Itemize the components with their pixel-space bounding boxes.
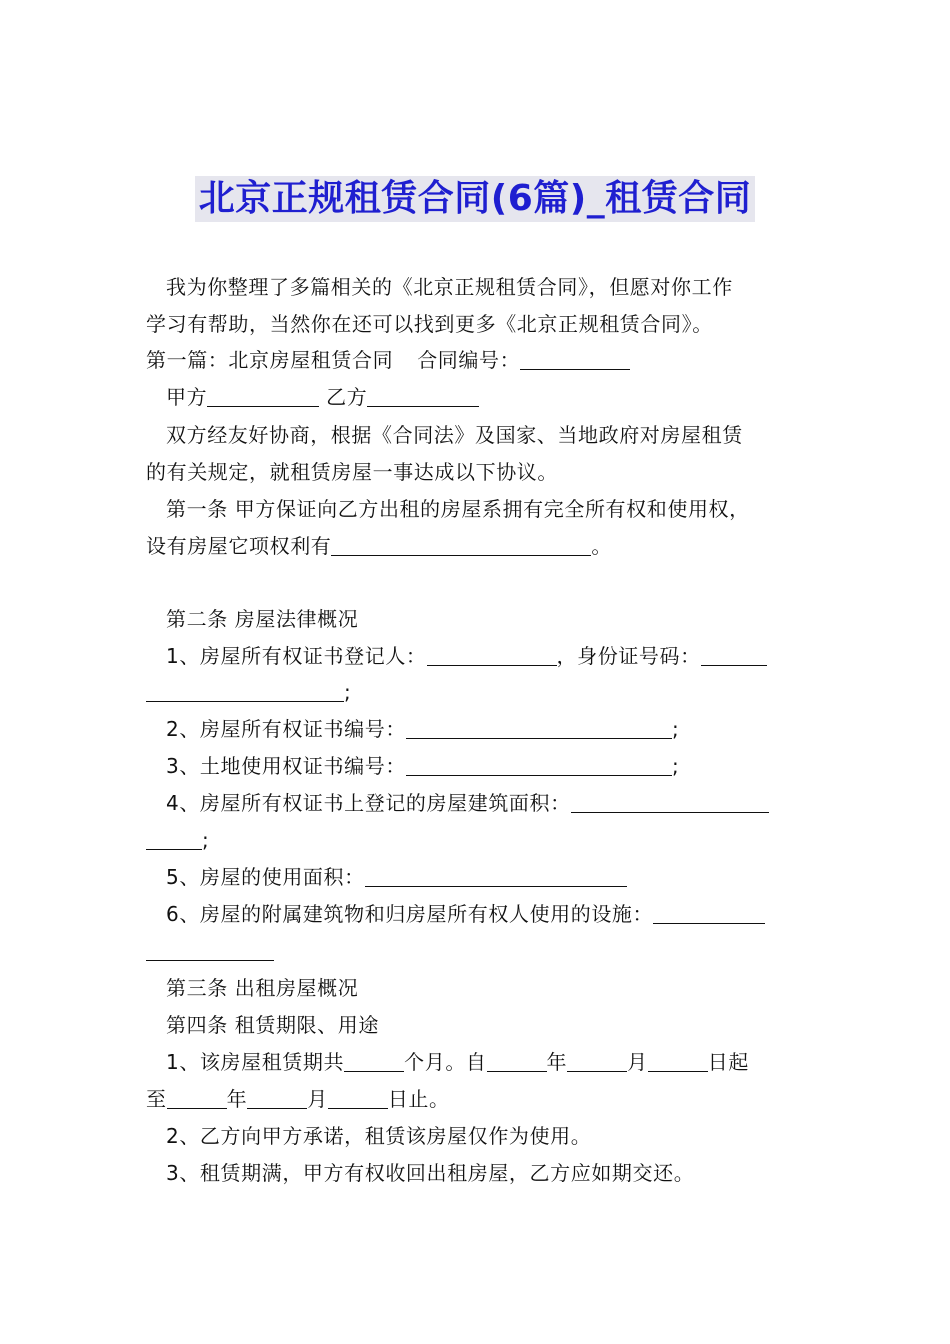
start-year-blank — [487, 1051, 547, 1072]
party-a-blank — [207, 386, 319, 407]
item2-5-line — [166, 862, 830, 892]
item2-6-cont-line — [146, 936, 810, 966]
article1-text: 设有房屋它项权利有 — [146, 534, 332, 558]
party-b-blank — [367, 386, 479, 407]
article1-end: 。 — [591, 534, 613, 558]
semicolon-1: ; — [344, 680, 352, 704]
item2-1-label: 1、房屋所有权证书登记人： — [166, 644, 427, 668]
party-a-label: 甲方 — [166, 385, 208, 409]
facilities-blank-b — [146, 940, 274, 961]
end-month-blank — [247, 1088, 307, 1109]
item2-2-line — [166, 714, 830, 744]
building-area-blank-b — [146, 829, 202, 850]
item2-1-line — [166, 641, 830, 671]
item4-1-label: 1、该房屋租赁期共 — [166, 1050, 345, 1074]
item2-6-line — [166, 899, 830, 929]
facilities-blank-a — [653, 903, 765, 924]
end-year-blank — [167, 1088, 227, 1109]
id-number-blank-a — [701, 645, 767, 666]
item2-4-cont-line — [146, 825, 810, 855]
start-month-blank — [567, 1051, 627, 1072]
start-month-unit: 月 — [627, 1050, 648, 1074]
item2-2-label: 2、房屋所有权证书编号： — [166, 717, 406, 741]
end-day-unit: 日止。 — [387, 1087, 450, 1111]
party-b-label: 乙方 — [326, 385, 368, 409]
item2-6-label: 6、房屋的附属建筑物和归房屋所有权人使用的设施： — [166, 902, 654, 926]
intro-paragraph-line-1: 我为你整理了多篇相关的《北京正规租赁合同》，但愿对你工作 — [166, 275, 733, 299]
contract-no-blank — [520, 349, 630, 370]
end-month-unit: 月 — [307, 1087, 328, 1111]
article3-heading: 第三条 出租房屋概况 — [166, 976, 359, 1000]
item4-3-line: 3、租赁期满，甲方有权收回出租房屋，乙方应如期交还。 — [166, 1161, 695, 1185]
parties-line — [166, 382, 830, 412]
id-number-label: ，身份证号码： — [556, 644, 701, 668]
item2-4-label: 4、房屋所有权证书上登记的房屋建筑面积： — [166, 791, 571, 815]
month-count-unit: 个月。自 — [404, 1050, 487, 1074]
semicolon-4: ; — [202, 828, 210, 852]
intro-paragraph-line-2: 学习有帮助，当然你在还可以找到更多《北京正规租赁合同》。 — [146, 312, 713, 336]
contract-no-label: 合同编号： — [417, 348, 521, 372]
article4-heading: 第四条 租赁期限、用途 — [166, 1013, 379, 1037]
article1-line-1: 第一条 甲方保证向乙方出租的房屋系拥有完全所有权和使用权， — [166, 497, 750, 521]
certificate-no-blank — [406, 718, 672, 739]
item2-1-cont-line — [146, 677, 810, 707]
semicolon-3: ; — [671, 754, 680, 778]
start-day-unit: 日起 — [707, 1050, 749, 1074]
agreement-line-2: 的有关规定，就租赁房屋一事达成以下协议。 — [146, 460, 558, 484]
id-number-blank-b — [146, 681, 344, 702]
item4-1-cont-line — [146, 1084, 810, 1114]
article1-line-2 — [146, 531, 810, 561]
start-year-unit: 年 — [546, 1050, 568, 1074]
encumbrance-blank — [331, 535, 591, 556]
registrant-blank — [427, 645, 557, 666]
building-area-blank-a — [571, 792, 769, 813]
to-label: 至 — [146, 1087, 167, 1111]
land-cert-no-blank — [406, 755, 672, 776]
document-title: 北京正规租赁合同(6篇)_租赁合同 — [195, 176, 755, 222]
part1-heading-line — [146, 345, 810, 375]
item2-3-line — [166, 751, 830, 781]
item4-2-line: 2、乙方向甲方承诺，租赁该房屋仅作为使用。 — [166, 1124, 592, 1148]
end-day-blank — [328, 1088, 388, 1109]
item2-3-label: 3、土地使用权证书编号： — [166, 754, 406, 778]
agreement-line-1: 双方经友好协商，根据《合同法》及国家、当地政府对房屋租赁 — [166, 423, 743, 447]
item2-5-label: 5、房屋的使用面积： — [166, 865, 365, 889]
end-year-unit: 年 — [226, 1087, 248, 1111]
usable-area-blank — [365, 866, 627, 887]
start-day-blank — [648, 1051, 708, 1072]
months-blank — [344, 1051, 404, 1072]
semicolon-2: ; — [671, 717, 680, 741]
item4-1-line — [166, 1047, 830, 1077]
article2-heading: 第二条 房屋法律概况 — [166, 607, 359, 631]
item2-4-line — [166, 788, 830, 818]
title-wrap — [0, 176, 950, 222]
part1-heading: 第一篇：北京房屋租赁合同 — [146, 348, 394, 372]
